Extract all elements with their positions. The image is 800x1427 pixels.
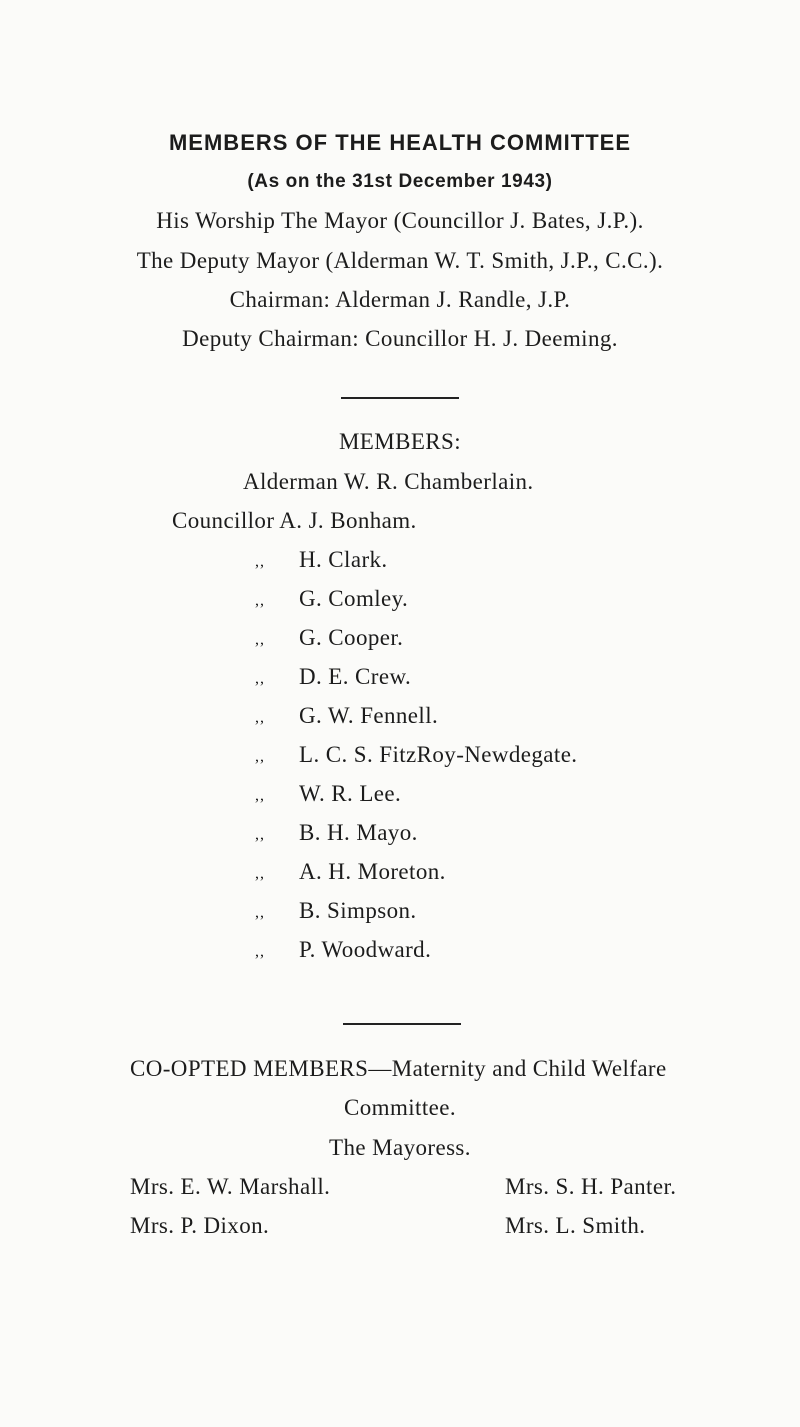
section-divider	[343, 1023, 461, 1025]
councillor-name: H. Clark.	[299, 547, 388, 572]
chairman-line: Chairman: Alderman J. Randle, J.P.	[229, 287, 571, 312]
councillor-name: G. Comley.	[299, 586, 409, 611]
coopted-heading: CO-OPTED MEMBERS—Maternity and Child Welfare	[130, 1056, 667, 1081]
ditto-mark: ,,	[255, 865, 265, 882]
councillor-name: G. Cooper.	[299, 625, 404, 650]
members-heading: MEMBERS:	[338, 429, 462, 454]
ditto-mark: ,,	[255, 787, 265, 804]
ditto-mark: ,,	[255, 943, 265, 960]
ditto-mark: ,,	[255, 709, 265, 726]
councillor-name: W. R. Lee.	[299, 781, 402, 806]
ditto-mark: ,,	[255, 904, 265, 921]
deputy-chairman-line: Deputy Chairman: Councillor H. J. Deeming.	[182, 326, 618, 351]
coopted-member: Mrs. S. H. Panter.	[505, 1174, 677, 1199]
ditto-mark: ,,	[255, 553, 265, 570]
page-title: MEMBERS OF THE HEALTH COMMITTEE	[168, 130, 632, 155]
councillor-name: P. Woodward.	[299, 937, 432, 962]
coopted-member: Mrs. P. Dixon.	[130, 1213, 270, 1238]
councillor-member: Councillor A. J. Bonham.	[172, 508, 417, 533]
ditto-mark: ,,	[255, 826, 265, 843]
councillor-name: A. H. Moreton.	[299, 859, 446, 884]
ditto-mark: ,,	[255, 631, 265, 648]
alderman-member: Alderman W. R. Chamberlain.	[243, 469, 534, 494]
councillor-name: B. H. Mayo.	[299, 820, 418, 845]
deputy-mayor-line: The Deputy Mayor (Alderman W. T. Smith, J.P., C.C.).	[136, 248, 664, 273]
ditto-mark: ,,	[255, 748, 265, 765]
councillor-name: G. W. Fennell.	[299, 703, 439, 728]
coopted-member: Mrs. L. Smith.	[505, 1213, 646, 1238]
councillor-name: B. Simpson.	[299, 898, 417, 923]
ditto-mark: ,,	[255, 670, 265, 687]
mayor-line: His Worship The Mayor (Councillor J. Bates, J.P.).	[156, 208, 644, 233]
ditto-mark: ,,	[255, 592, 265, 609]
coopted-mayoress: The Mayoress.	[329, 1135, 471, 1160]
page-subtitle: (As on the 31st December 1943)	[247, 171, 553, 192]
coopted-heading-continued: Committee.	[344, 1095, 456, 1120]
councillor-name: D. E. Crew.	[299, 664, 412, 689]
coopted-member: Mrs. E. W. Marshall.	[130, 1174, 331, 1199]
councillor-name: L. C. S. FitzRoy-Newdegate.	[299, 742, 578, 767]
section-divider	[341, 397, 459, 399]
